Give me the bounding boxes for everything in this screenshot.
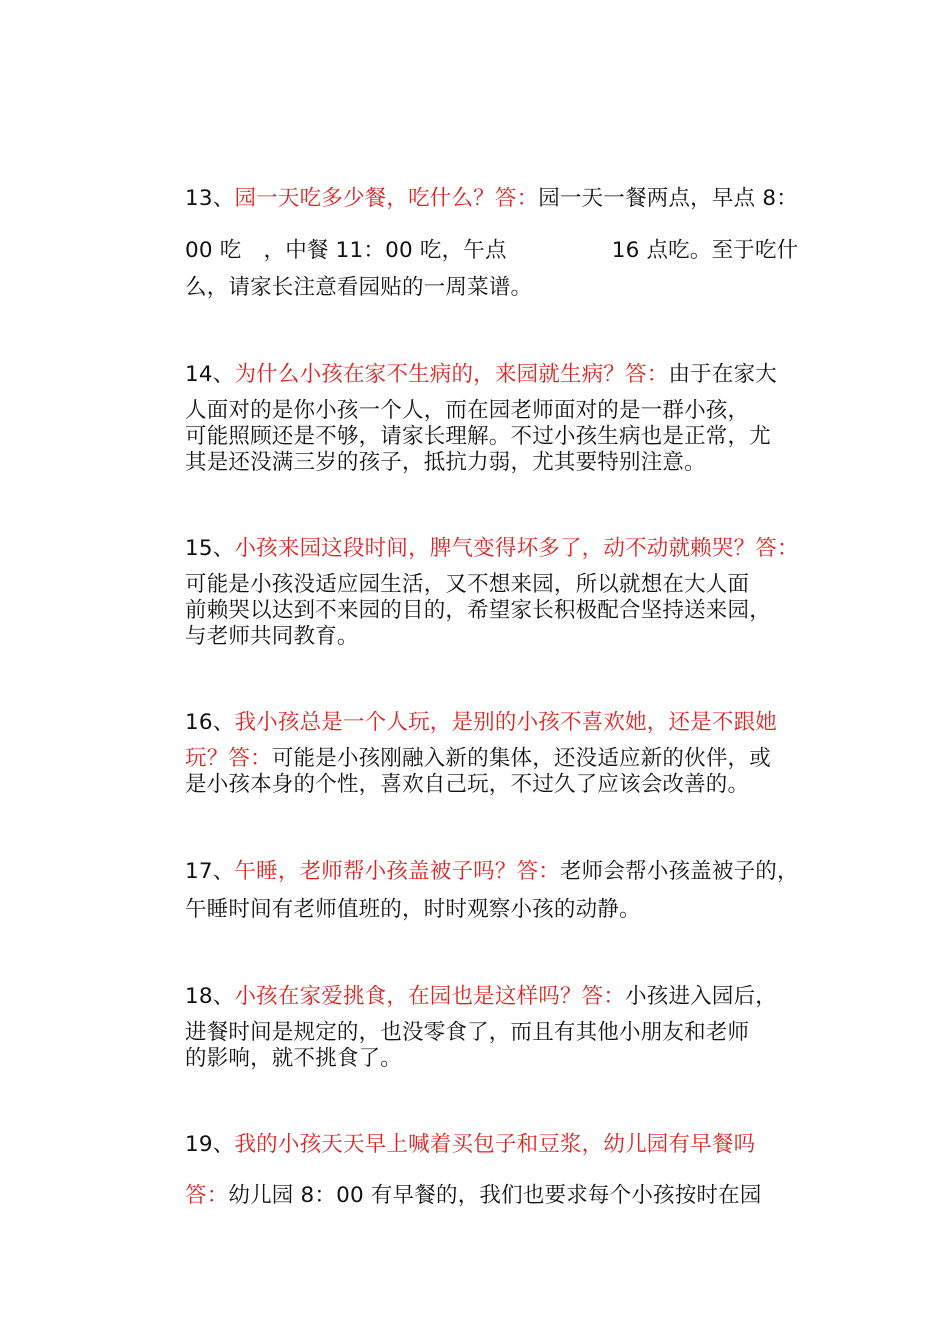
qa-18-line2: 进餐时间是规定的，也没零食了，而且有其他小朋友和老师	[185, 1020, 750, 1045]
qa-13-answer-start: 园一天一餐两点，早点 8：	[538, 186, 798, 211]
qa-18-question: 小孩在家爱挑食，在园也是这样吗？答：	[234, 984, 626, 1009]
qa-16-answer-start: 可能是小孩刚融入新的集体，还没适应新的伙伴，或	[271, 746, 771, 771]
qa-16-question-cont: 玩？答：	[185, 746, 272, 771]
qa-19-answer-start: 幼儿园 8：00 有早餐的，我们也要求每个小孩按时在园	[228, 1183, 762, 1208]
qa-15-line2: 可能是小孩没适应园生活，又不想来园，所以就想在大人面	[185, 572, 750, 597]
qa-19-line2	[185, 1183, 825, 1209]
qa-14-line1	[185, 362, 825, 388]
qa-17-number: 17、	[185, 859, 235, 884]
qa-16-number: 16、	[185, 710, 235, 735]
qa-16-line3: 是小孩本身的个性，喜欢自己玩，不过久了应该会改善的。	[185, 772, 750, 797]
qa-15-question: 小孩来园这段时间，脾气变得坏多了，动不动就赖哭？答：	[234, 536, 799, 561]
qa-13-question: 园一天吃多少餐，吃什么？答：	[234, 186, 539, 211]
qa-18-number: 18、	[185, 984, 235, 1009]
qa-17-line1	[185, 859, 825, 885]
qa-13-line2-c: 16 点吃。至于吃什	[611, 238, 799, 263]
qa-13-number: 13、	[185, 186, 235, 211]
qa-17-question: 午睡，老师帮小孩盖被子吗？答：	[234, 859, 560, 884]
qa-14-question: 为什么小孩在家不生病的，来园就生病？答：	[234, 362, 669, 387]
qa-15-line1	[185, 536, 825, 562]
qa-13-line2	[185, 238, 825, 264]
qa-13-line2-b: ，中餐 11：00 吃，午点	[263, 238, 507, 263]
qa-17-answer-start: 老师会帮小孩盖被子的，	[559, 859, 799, 884]
qa-14-line2: 人面对的是你小孩一个人，而在园老师面对的是一群小孩，	[185, 398, 750, 423]
qa-16-line1	[185, 710, 825, 736]
qa-19-number: 19、	[185, 1132, 235, 1157]
qa-19-line1	[185, 1132, 825, 1158]
qa-13-line3: 么，请家长注意看园贴的一周菜谱。	[185, 275, 533, 300]
qa-18-line3: 的影响，就不挑食了。	[185, 1046, 403, 1071]
qa-19-question-cont: 答：	[185, 1183, 229, 1208]
qa-15-line3: 前赖哭以达到不来园的目的，希望家长积极配合坚持送来园，	[185, 598, 771, 623]
qa-17-line2: 午睡时间有老师值班的，时时观察小孩的动静。	[185, 897, 641, 922]
qa-13-line2-a: 00 吃	[185, 238, 242, 263]
qa-14-line3: 可能照顾还是不够，请家长理解。不过小孩生病也是正常，尤	[185, 424, 771, 449]
qa-14-answer-start: 由于在家大	[668, 362, 777, 387]
qa-19-question: 我的小孩天天早上喊着买包子和豆浆，幼儿园有早餐吗	[234, 1132, 756, 1157]
qa-14-number: 14、	[185, 362, 235, 387]
qa-18-line1	[185, 984, 825, 1010]
qa-16-line2	[185, 746, 825, 772]
qa-16-question: 我小孩总是一个人玩，是别的小孩不喜欢她，还是不跟她	[234, 710, 777, 735]
qa-15-number: 15、	[185, 536, 235, 561]
qa-18-answer-start: 小孩进入园后，	[625, 984, 777, 1009]
qa-13-line1	[185, 186, 825, 212]
qa-14-line4: 其是还没满三岁的孩子，抵抗力弱，尤其要特别注意。	[185, 450, 706, 475]
qa-15-line4: 与老师共同教育。	[185, 624, 359, 649]
